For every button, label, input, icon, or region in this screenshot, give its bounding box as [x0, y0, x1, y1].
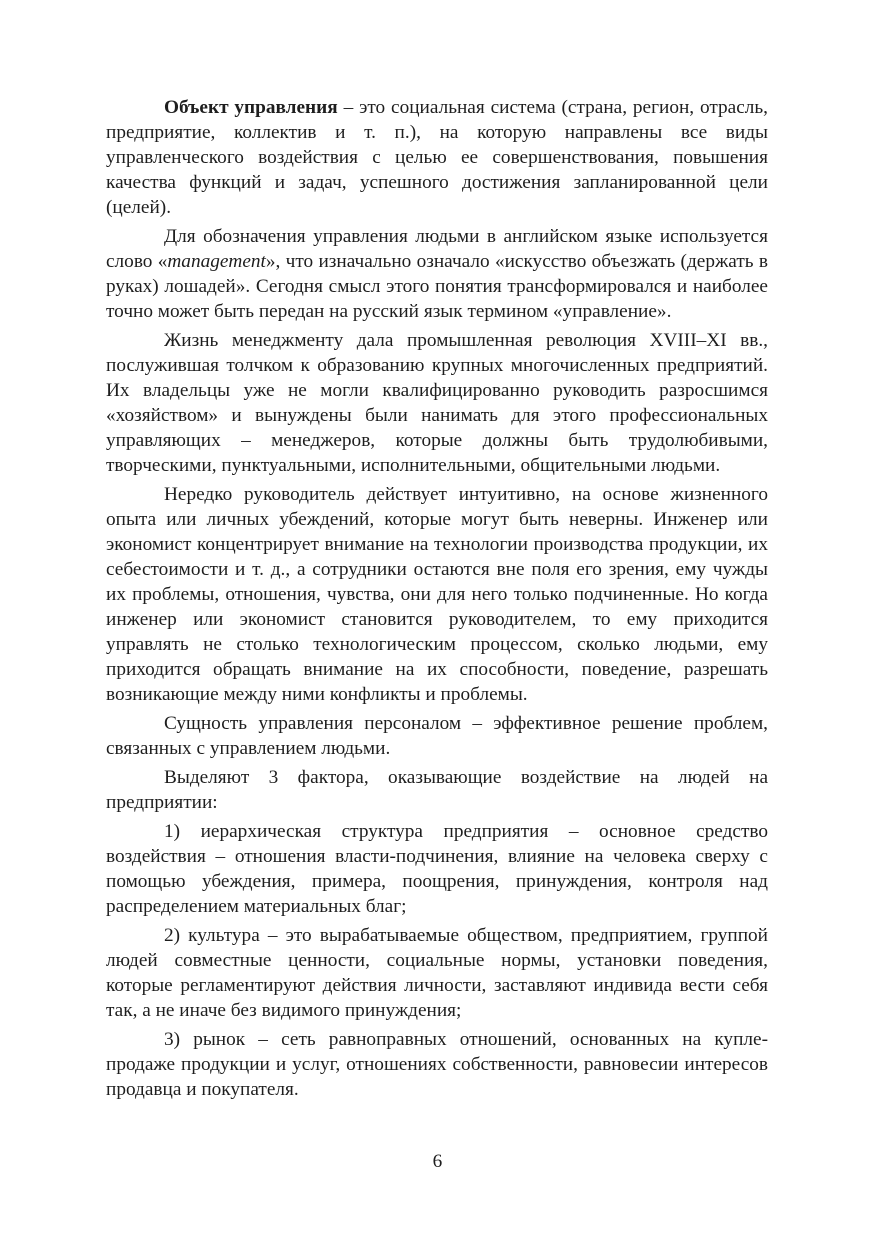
list-item-market: 3) рынок – сеть равноправных отношений, основанных на купле-продаже продукции и услуг, отношениях собственности, равновесии интересов продавца и покупателя.	[106, 1029, 768, 1100]
paragraph-text: », что изначально означало «искусство объезжать (держать в руках) лошадей». Сегодня смысл этого понятия трансформировался и наиболее точно может быть передан на русский язык термином «управление».	[106, 251, 768, 322]
paragraph-intuitive-manager: Нередко руководитель действует интуитивно, на основе жизненного опыта или личных убеждений, которые могут быть неверны. Инженер или экономист концентрирует внимание на технологии производства продукции, их себестоимости и т. д., а сотрудники остаются вне поля его зрения, ему чужды их проблемы, отношения, чувства, они для него только подчиненные. Но когда инженер или экономист становится руководителем, то ему приходится управлять не столько технологическим процессом, сколько людьми, ему приходится обращать внимание на их способности, поведение, разрешать возникающие между ними конфликты и проблемы.	[106, 484, 768, 705]
paragraph-management-word	[106, 224, 768, 324]
paragraph-text: – это социальная система (страна, регион, отрасль, предприятие, коллектив и т. п.), на которую направлены все виды управленческого воздействия с целью ее совершенствования, повышения качества функций и задач, успешного достижения запланированной цели (целей).	[106, 97, 768, 218]
paragraph-text: Для обозначения управления людьми в английском языке используется слово «	[106, 226, 768, 272]
term-management-object: Объект управления	[164, 97, 338, 118]
list-item-culture: 2) культура – это вырабатываемые обществом, предприятием, группой людей совместные ценности, социальные нормы, установки поведения, которые регламентируют действия личности, заставляют индивида вести себя так, а не иначе без видимого принуждения;	[106, 925, 768, 1021]
paragraph-industrial-revolution: Жизнь менеджменту дала промышленная революция XVIII–XI вв., послужившая толчком к образованию крупных многочисленных предприятий. Их владельцы уже не могли квалифицированно руководить разросшимся «хозяйством» и вынуждены были нанимать для этого профессиональных управляющих – менеджеров, которые должны быть трудолюбивыми, творческими, пунктуальными, исполнительными, общительными людьми.	[106, 330, 768, 476]
paragraph-management-object	[106, 95, 768, 220]
list-item-hierarchy: 1) иерархическая структура предприятия – основное средство воздействия – отношения власти-подчинения, влияние на человека сверху с помощью убеждения, примера, поощрения, принуждения, контроля над распределением материальных благ;	[106, 821, 768, 917]
page-body	[106, 95, 768, 1106]
term-management-english: management	[167, 251, 266, 272]
page-number: 6	[432, 1151, 443, 1172]
paragraph-three-factors: Выделяют 3 фактора, оказывающие воздействие на людей на предприятии:	[106, 767, 768, 813]
paragraph-personnel-management: Сущность управления персоналом – эффективное решение проблем, связанных с управлением людьми.	[106, 713, 768, 759]
